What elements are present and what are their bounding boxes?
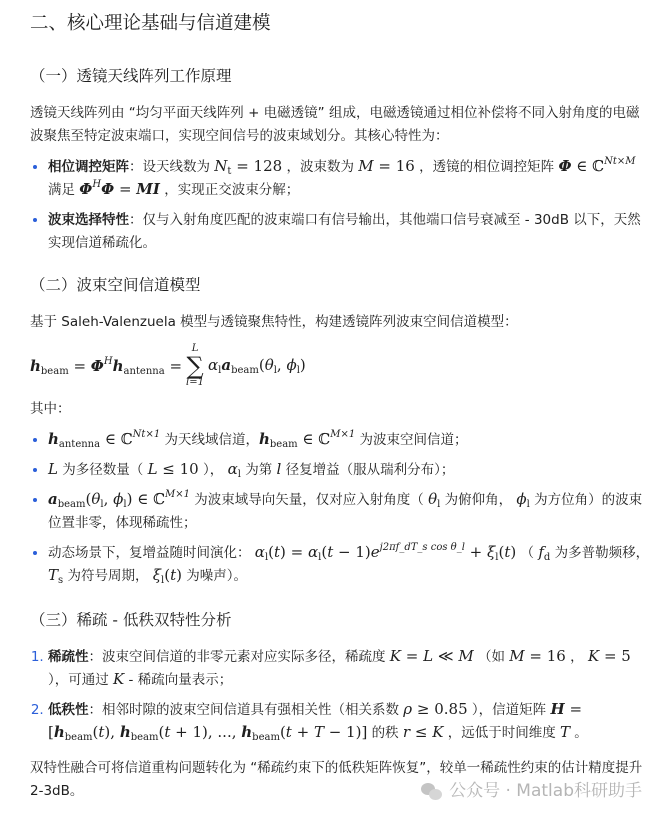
math-segment: , [276,356,287,374]
math-segment: h [241,723,253,741]
math-segment: K [587,647,600,665]
math-segment: ( [92,723,99,741]
math-segment: ( [279,723,286,741]
text-segment: 为波束域导向矢量，仅对应入射角度（ [190,492,429,508]
math-segment: t [170,566,177,584]
text-segment: 为多普勒频移， [550,545,650,561]
math-segment: beam [57,499,86,510]
math-segment: h [119,723,131,741]
math-segment: beam [40,365,69,377]
math-segment: Φ [101,180,115,198]
list-item [48,489,650,535]
math-segment: H [103,355,113,367]
math-segment: t [164,723,171,741]
math-segment: l [100,499,104,510]
lens-properties-list [30,156,650,255]
math-segment: t [504,543,511,561]
text-segment: 为波束空间信道； [355,432,468,448]
math-segment: H [92,179,102,190]
math-segment: MI [136,180,160,198]
text-segment: 径复增益（服从瑞利分布）； [281,462,455,478]
math-segment: ∈ ℂ [571,157,605,175]
math-segment: l [276,460,282,478]
math-segment: K [389,647,402,665]
math-segment: = 16 [524,647,566,665]
math-segment: ∈ ℂ [297,430,331,448]
paragraph-model-intro: 基于 Saleh-Valenzuela 模型与透镜聚焦特性，构建透镜阵列波束空间信道模型： [30,314,518,330]
text-segment: ）， [198,462,228,478]
math-segment: t [274,543,281,561]
math-segment: = 5 [599,647,631,665]
math-segment: θ [428,490,438,508]
math-segment: ( [498,543,505,561]
properties-ordered-list [30,646,650,745]
equation-rhs [208,356,306,376]
text-segment: 为俯仰角， [440,492,517,508]
math-segment: Φ [79,180,93,198]
math-segment: = 128 [231,157,283,175]
math-segment: antenna [58,439,101,450]
text-segment: 为多径数量（ [57,462,148,478]
text-segment: ），可通过 [48,672,114,688]
text-segment: 满足 [48,182,80,198]
sum-lower-limit: l=1 [186,377,204,388]
math-segment: M [458,647,474,665]
bold-term: 低秩性 [48,702,89,718]
text-segment: ：设天线数为 [129,159,215,175]
math-segment: ) ∈ ℂ [126,490,166,508]
math-segment: ( [158,723,165,741]
math-segment: K [113,670,125,688]
math-segment: M×1 [330,429,356,440]
section-heading-sparse-lowrank: （三）稀疏 - 低秩双特性分析 [30,611,232,629]
summation-symbol [186,344,204,388]
math-segment: l [273,365,277,376]
list-item [48,429,650,452]
paragraph-lens-intro: 透镜天线阵列由 “均匀平面天线阵列 + 电磁透镜” 组成，电磁透镜通过相位补偿将不同入射角度的电磁波聚焦至特定波束端口，实现空间信号的波束域划分。其核心特性为： [30,105,640,144]
math-segment: ϕ [286,356,297,374]
list-item [48,699,650,745]
math-segment: − 1)] [323,723,368,741]
sigma-icon: ∑ [186,352,204,380]
list-item [48,542,650,588]
math-segment: = [ [48,700,583,741]
math-segment: h [258,430,270,448]
math-segment: K [432,723,444,741]
math-segment: l [264,552,269,563]
math-segment: H [550,700,565,718]
math-segment: L [147,460,158,478]
math-segment: = [114,180,137,198]
math-segment: α [254,543,265,561]
math-segment: ) [510,543,517,561]
math-segment: ξ [487,543,496,561]
text-segment: （如 [473,649,510,665]
text-segment: 为第 [240,462,277,478]
math-segment: ϕ [516,490,527,508]
section-heading-channel-model: （二）波束空间信道模型 [30,276,201,294]
math-segment: d [543,552,551,563]
text-segment: 为噪声）。 [181,568,248,584]
math-segment: ( [164,566,171,584]
text-segment: （ [516,545,539,561]
watermark-text: 公众号 · Matlab科研助手 [449,781,642,801]
math-segment: h [30,356,41,375]
list-item [48,646,650,692]
math-segment: a [48,490,58,508]
math-segment: T [48,566,59,584]
math-segment: Φ [558,157,572,175]
math-segment: ( [321,543,328,561]
math-segment: t [285,723,292,741]
bold-term: 稀疏性 [48,649,89,665]
math-segment: ) [299,356,306,374]
math-segment: Φ [90,356,104,375]
math-segment: L [423,647,434,665]
math-segment: l [237,469,241,480]
math-segment: M [509,647,525,665]
text-segment: 为符号周期， [63,568,153,584]
math-segment: l [123,499,127,510]
math-segment: L [48,460,58,478]
math-segment: Nt×1 [132,429,161,440]
math-segment: + [291,723,314,741]
math-segment: l [318,552,322,563]
math-segment: = [164,356,183,375]
math-segment: − 1) [333,543,371,561]
math-segment: ρ [403,700,413,718]
text-segment: 为方位角）的波束位置非零，体现稀疏性； [48,492,643,531]
text-segment: ，透镜的相位调控矩阵 [414,159,559,175]
math-segment: M×1 [165,489,190,500]
math-segment: j2πf_dT_s cos θ_l [379,542,465,553]
text-segment: ， [565,649,588,665]
math-segment: t [327,543,334,561]
text-segment: 的秩 [367,725,403,741]
math-segment: T [560,723,571,741]
math-segment: ( [258,356,265,374]
channel-equation [30,342,650,390]
math-segment: beam [231,365,259,376]
math-segment: beam [64,732,93,743]
text-segment: ：相邻时隙的波束空间信道具有强相关性（相关系数 [88,702,404,718]
math-segment: ξ [152,566,162,584]
math-segment: ( [85,490,92,508]
definitions-list [30,429,650,588]
math-segment: l [296,365,300,376]
math-segment: α [207,356,219,374]
math-segment: M [358,157,374,175]
math-segment: l [437,499,441,510]
text-segment: ，实现正交波束分解； [159,182,300,198]
math-segment: α [227,460,238,478]
math-segment: e [370,543,380,561]
math-segment: T [313,723,324,741]
math-segment: ≥ 0.85 [412,700,468,718]
math-segment: = [401,647,424,665]
page-title: 二、核心理论基础与信道建模 [30,13,271,34]
math-segment: h [53,723,65,741]
document [30,10,650,821]
sum-upper-limit: L [191,343,199,354]
list-item [48,459,650,482]
math-segment: beam [269,439,298,450]
math-segment: ), [104,723,120,741]
math-segment: ) [176,566,182,584]
conclusion-text: 双特性融合可将信道重构问题转化为 “稀疏约束下的低秩矩阵恢复”，较单一稀疏性约束的估计精度提升 2-3dB。 [30,760,643,799]
math-segment: r [402,723,411,741]
text-segment: ：仅与入射角度匹配的波束端口有信号输出，其他端口信号衰减至 - 30dB 以下，天然实现信道稀疏化。 [48,212,641,251]
math-segment: l [161,575,165,586]
math-segment: h [48,430,59,448]
text-segment: ：波束空间信道的非零元素对应实际多径，稀疏度 [88,649,390,665]
text-segment: 。 [570,725,588,741]
math-segment: ∈ ℂ [100,430,133,448]
math-segment: N [214,157,228,175]
list-item [48,209,650,255]
text-segment: - 稀疏向量表示； [124,672,233,688]
math-segment: = [68,356,91,375]
math-segment: s [58,575,64,586]
math-segment: ) = [280,543,308,561]
list-item [48,156,650,202]
wechat-icon [421,783,443,801]
math-segment: α [308,543,319,561]
bold-term: 波束选择特性 [48,212,129,228]
math-segment: antenna [123,365,165,377]
math-segment: beam [252,732,280,743]
math-segment: a [221,356,232,374]
math-segment: ( [268,543,274,561]
math-segment: t [98,723,105,741]
text-segment: ，波束数为 [282,159,359,175]
math-segment: l [495,552,499,563]
math-segment: + [464,543,488,561]
math-segment: ≤ [410,723,433,741]
paragraph-conclusion [30,757,650,803]
watermark [421,780,642,803]
math-segment: ≪ [433,647,459,665]
math-segment: l [218,365,222,376]
math-segment: t [227,166,232,177]
math-segment: θ [264,356,274,374]
text-segment: ，远低于时间维度 [443,725,560,741]
math-segment: ≤ 10 [157,460,199,478]
text-segment: ），信道矩阵 [467,702,551,718]
bold-term: 相位调控矩阵 [48,159,129,175]
math-segment: ϕ [113,490,124,508]
text-segment: 动态场景下，复增益随时间演化： [48,545,255,561]
math-segment: beam [130,732,159,743]
equation-lhs [30,356,182,377]
math-segment: h [112,356,124,375]
math-segment: f [538,543,544,561]
section-heading-lens-array: （一）透镜天线阵列工作原理 [30,67,232,85]
text-segment: 为天线域信道， [160,432,259,448]
where-label: 其中： [30,401,71,417]
math-segment: , [103,490,114,508]
math-segment: θ [91,490,101,508]
math-segment: l [526,499,530,510]
math-segment: Nt×M [604,156,636,167]
math-segment: = 16 [373,157,415,175]
math-segment: + 1), ..., [170,723,242,741]
